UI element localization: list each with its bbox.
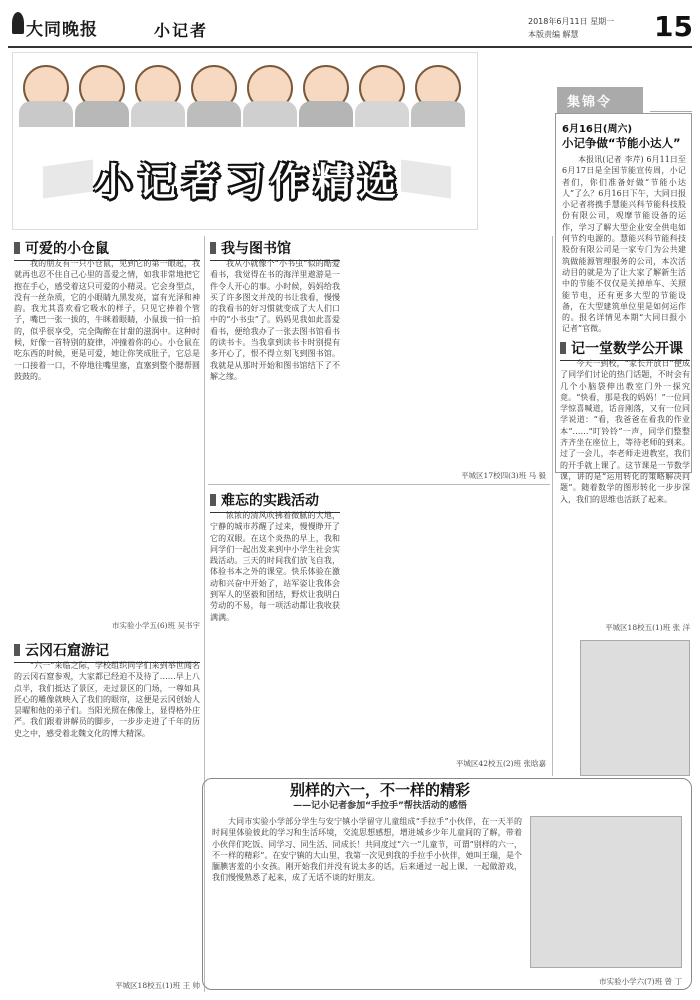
logo-mark-icon [12,12,24,34]
issue-editor: 本版责编 解慧 [528,30,579,39]
sidebar-event-body: 本报讯(记者 李芹) 6月11日至6月17日是全国节能宣传周，小记者们，你们准备好做“节能小达人”了么？6月16日下午，大同日报小记者将携手慧能兴科节能科技股份有限公司，观摩节能设备的运作，学习了解大型企业安全供电如何节约电源的。慧能兴科节能科技股份有限公司是一家专门为公共建筑做能源管理服务的公司，本次活动目的就是为了让大家了解新生活中的节能不仅仅是关掉单车、关照能节电，还有更多大型的节能设备，在大型建筑单位里是如何运作的。报名详情见本期“大同日报小记者”官微。 [562,155,686,334]
sidebar-event-title: 小记争做“节能小达人” [562,136,681,150]
math-class-photo [580,640,690,776]
library-body: 我从小就像个“小书虫”似的酷爱看书，我觉得在书的海洋里遨游是一件令人开心的事。小时候，妈妈给我买了许多图文并茂的书让我看，慢慢的我看书的好习惯就变成了大人们口中的“小书虫”了。妈妈见我如此喜爱看书，便给我办了一张去图书馆看书的读书卡。当我拿到读书卡时别提有多开心了，恨不得立刻飞到图书馆。我就是从那时开始和图书馆结下了不解之缘。 [210,259,340,381]
hamster-title: 可爱的小仓鼠 [14,238,200,261]
practice-body-cont [346,492,546,752]
yungang-byline: 平城区18校五(1)班 王 帅 [115,981,200,990]
page-number: 15 [654,10,693,43]
library-body-cont [346,240,546,468]
math-class-byline: 平城区18校五(1)班 张 洋 [605,623,690,632]
banner-title: 小记者习作精选 [93,160,402,204]
library-title: 我与图书馆 [210,238,340,261]
masthead [8,6,692,46]
feature-photo [530,816,682,968]
newspaper-logo: 大同晚报 [26,20,98,40]
hamster-body: 我的朋友有一只小仓鼠，见到它的第一眼起，我就再也忍不住自己心里的喜爱之情，如我非常地把它抱在手心，感受着这只可爱的小精灵。它会身型点，没有一丝杂质，它的小眼睛九黑发亮，富有光泽和神韵。我尤其喜欢看它吸水的样子，只见它捧着个管子，嘴巴一张一拔的，牛眯着眼睛，小鼠拔一拍一拍的，似乎很享受，完全陶醉在甘甜的滋润中。这种时候，好像一首特别的旋律，冲撞着你的心。小仓鼠在吃东西的时候，更是可爱，她让你笑成肚子，它总是一口接着一口，不停地往嘴里塞，直塞到整个腮帮圆鼓鼓的。 [14,259,200,381]
banner [12,52,478,230]
practice-byline: 平城区42校五(2)班 张晗嘉 [455,759,546,768]
feature-byline: 市实验小学六(7)班 曾 丁 [599,977,682,986]
hamster-byline: 市实验小学五(6)班 吴书宇 [111,621,200,630]
sidebar-tab-rule [650,88,692,112]
header-rule [8,46,692,48]
math-class-body: 今天一到校，“家长开放日”便成了同学们讨论的热门话题，不时会有几个小脑袋伸出教室门外一探究竟。“快看，那是我的妈妈！”一位同学惊喜喊道，话音刚落，又有一位同学说道：“看，我爸爸在看我的作业本”……“叮铃铃”一声，同学们整整齐齐坐在座位上，等待老师的到来。过了一会儿，李老师走进教室，我们的开手就上课了。这节课是一节数学课，讲的是“运用转化的策略解决问题”。随着数学的图形转化一步步深入，我们的思维也活跃了起来。 [560,359,690,504]
issue-date: 2018年6月11日 星期一 [528,17,615,26]
section-name: 小记者 [154,21,209,40]
math-class-title: 记一堂数学公开课 [560,338,690,361]
feature-body: 大同市实验小学部分学生与安宁镇小学留守儿童组成“手拉手”小伙伴，在一天半的时间里体验彼此的学习和生活环境，交流思想感想，增进城乡少年儿童间的了解，带着小伙伴们吃饭、同学习、同生活、同成长！共同度过“六一”儿童节，可谓“别样的六一，不一样的精彩”。在安宁镇的大山里，我第一次见到我的手拉手小伙伴，她叫王瑞，是个腼腆害羞的小女孩。刚开始我们并没有说太多的话，后来通过一起上课、一起做游戏，我们慢慢熟悉了起来，成了无话不谈的好朋友。 [212,817,522,883]
sidebar-tab: 集锦令 [557,87,643,113]
yungang-title: 云冈石窟游记 [14,640,200,663]
library-byline: 平城区17校四(3)班 马 毅 [461,471,546,480]
kids-illustration [19,57,473,127]
practice-title: 难忘的实践活动 [210,490,340,513]
yungang-body: “六一”来临之际，学校组织同学们来到举世闻名的云冈石窟参观，大家都已经迫不及待了……早上八点半，我们抵达了景区，走过景区的门场，一尊如具匠心的雕像就映入了我们的眼帘，这便是云冈创始人昙曜和他的弟子们。当阳光照在佛像上，显得格外庄严。我们跟着讲解员的脚步，一步步走进了千年的历史之中，感受着北魏文化的博大精深。 [14,661,200,738]
sidebar-date-tag: 6月16日(周六) [562,124,633,135]
feature-title: 别样的六一，不一样的精彩 [289,781,470,799]
column-divider-right [552,236,553,776]
middle-divider [208,484,550,485]
feature-subtitle: ——记小记者参加“手拉手”帮扶活动的感悟 [293,801,467,811]
practice-body: 浓浓的清风吹拂着微腻的大地，宁静的城市苏醒了过来，慢慢睁开了它的双眼。在这个炎热的早上，我和同学们一起出发来到中小学生社会实践活动。三天的时间我们放飞自我，体验书本之外的课堂。快乐体验在激动和兴奋中开始了，站军姿让我体会到军人的坚毅和团结，野炊让我明白劳动的不易，每一项活动都让我收获满满。 [210,511,340,622]
